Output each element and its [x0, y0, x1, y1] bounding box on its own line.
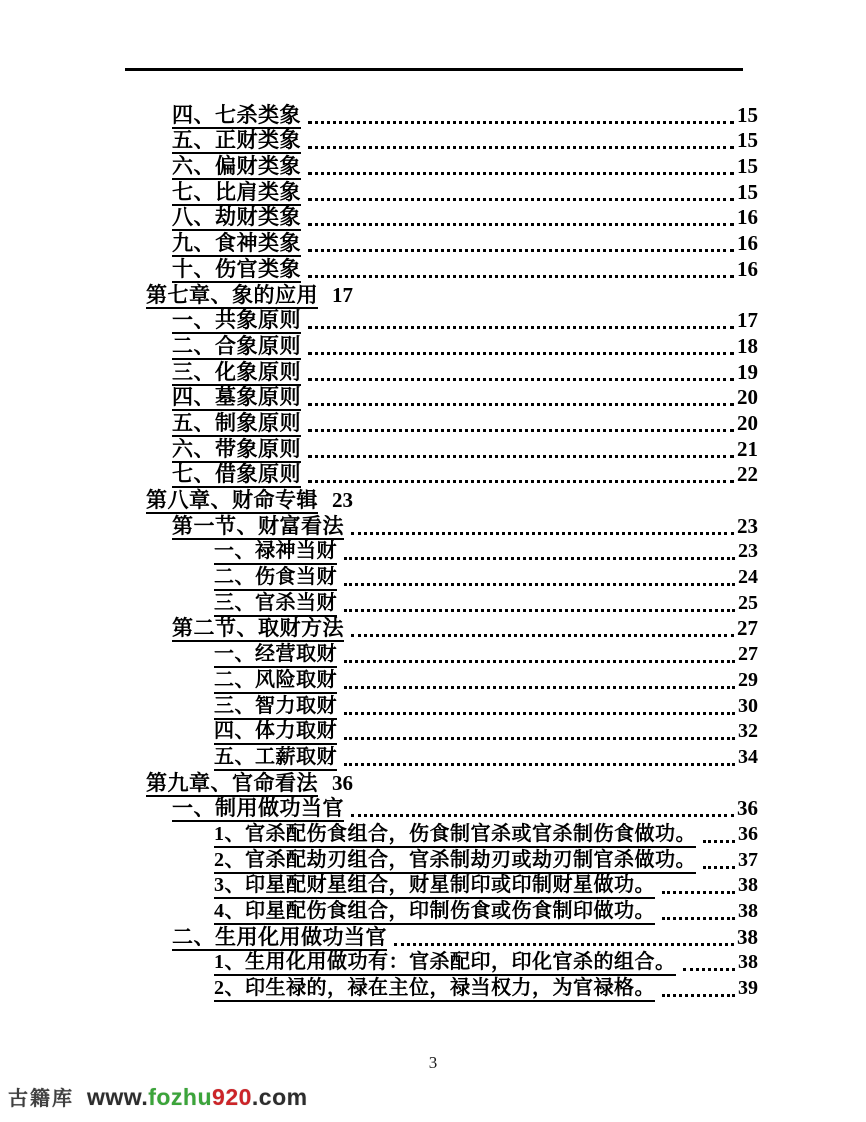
dotted-leader: [683, 968, 736, 971]
dotted-leader: [308, 455, 734, 458]
toc-entry-page: 30: [738, 694, 758, 717]
toc-entry-page: 16: [737, 205, 758, 230]
toc-entry[interactable]: [146, 180, 758, 206]
toc-entry[interactable]: [146, 360, 758, 386]
dotted-leader: [351, 814, 734, 817]
toc-entry[interactable]: [146, 976, 758, 1002]
toc-entry-page: 38: [738, 874, 758, 897]
dotted-leader: [308, 249, 734, 252]
toc-entry-label: 九、食神类象: [172, 231, 301, 256]
toc-entry-label: 一、经营取财: [214, 643, 337, 668]
table-of-contents: [146, 103, 758, 1002]
toc-entry-label: 五、正财类象: [172, 128, 301, 153]
toc-entry[interactable]: [146, 822, 758, 848]
toc-entry-page: 21: [737, 436, 758, 461]
toc-entry-page: 39: [738, 977, 758, 1000]
toc-chapter-entry[interactable]: [146, 283, 758, 309]
toc-entry-label: 第八章、财命专辑: [146, 488, 318, 512]
toc-entry-label: 三、化象原则: [172, 359, 301, 384]
watermark-url-www: www.: [87, 1084, 149, 1110]
dotted-leader: [662, 994, 735, 997]
dotted-leader: [344, 712, 735, 715]
toc-entry-page: 36: [737, 796, 758, 821]
dotted-leader: [344, 557, 735, 560]
dotted-leader: [662, 891, 735, 894]
dotted-leader: [308, 275, 734, 278]
toc-entry[interactable]: [146, 745, 758, 771]
watermark-url-suffix: .com: [251, 1084, 308, 1110]
toc-entry-page: 16: [737, 231, 758, 256]
toc-entry-page: 25: [738, 591, 758, 614]
toc-entry-page: 17: [737, 308, 758, 333]
dotted-leader: [308, 172, 734, 175]
dotted-leader: [703, 866, 735, 869]
toc-entry-label: 十、伤官类象: [172, 256, 301, 281]
footer-page-number: 3: [428, 1053, 438, 1072]
toc-entry-label: 五、制象原则: [172, 410, 301, 435]
toc-entry-label: 4、印星配伤食组合，印制伤食或伤食制印做功。: [214, 900, 655, 925]
toc-entry[interactable]: [146, 925, 758, 951]
toc-entry[interactable]: [146, 463, 758, 489]
header-rule: [125, 68, 743, 71]
toc-entry[interactable]: [146, 591, 758, 617]
toc-entry-page: 22: [737, 462, 758, 487]
dotted-leader: [308, 378, 734, 381]
toc-entry-label: 一、制用做功当官: [172, 796, 344, 821]
toc-entry[interactable]: [146, 129, 758, 155]
toc-entry-label: 四、墓象原则: [172, 385, 301, 410]
toc-entry-page: 27: [737, 616, 758, 641]
dotted-leader: [351, 532, 734, 535]
toc-entry-label: 2、官杀配劫刃组合，官杀制劫刃或劫刃制官杀做功。: [214, 849, 696, 874]
toc-entry-page: 15: [737, 154, 758, 179]
toc-chapter-entry[interactable]: [146, 771, 758, 797]
dotted-leader: [344, 609, 735, 612]
watermark-site-name: 古籍库: [8, 1088, 74, 1110]
dotted-leader: [308, 146, 734, 149]
dotted-leader: [308, 352, 734, 355]
toc-entry-page: 16: [737, 256, 758, 281]
toc-entry-page: 23: [737, 513, 758, 538]
toc-entry[interactable]: [146, 334, 758, 360]
toc-entry[interactable]: [146, 411, 758, 437]
toc-entry[interactable]: [146, 848, 758, 874]
toc-entry[interactable]: [146, 565, 758, 591]
toc-entry-page: 23: [738, 540, 758, 563]
toc-entry[interactable]: [146, 642, 758, 668]
toc-entry-page: 38: [738, 951, 758, 974]
toc-entry-label: 第二节、取财方法: [172, 616, 344, 641]
toc-entry-page: 34: [738, 745, 758, 768]
toc-entry-label: 八、劫财类象: [172, 205, 301, 230]
toc-entry-page: 15: [737, 128, 758, 153]
toc-entry-label: 四、体力取财: [214, 720, 337, 745]
toc-entry[interactable]: [146, 797, 758, 823]
toc-entry-page: 15: [737, 179, 758, 204]
dotted-leader: [344, 583, 735, 586]
toc-entry-page: 18: [737, 333, 758, 358]
toc-entry[interactable]: [146, 257, 758, 283]
toc-entry-label: 六、带象原则: [172, 436, 301, 461]
watermark-url-green: fozhu: [148, 1084, 213, 1110]
toc-entry-label: 二、伤食当财: [214, 566, 337, 591]
dotted-leader: [308, 429, 734, 432]
toc-entry-page: 24: [738, 566, 758, 589]
dotted-leader: [662, 917, 735, 920]
toc-entry[interactable]: [146, 103, 758, 129]
toc-chapter-entry[interactable]: [146, 488, 758, 514]
toc-entry[interactable]: [146, 720, 758, 746]
toc-entry-page: 20: [737, 410, 758, 435]
toc-entry-label: 1、生用化用做功有：官杀配印，印化官杀的组合。: [214, 951, 676, 976]
toc-entry-label: 第七章、象的应用: [146, 282, 318, 307]
toc-entry[interactable]: [146, 668, 758, 694]
toc-entry[interactable]: [146, 231, 758, 257]
toc-entry-label: 五、工薪取财: [214, 746, 337, 771]
toc-entry-label: 三、智力取财: [214, 695, 337, 720]
toc-entry-label: 二、合象原则: [172, 333, 301, 358]
toc-entry-page: 36: [738, 822, 758, 845]
dotted-leader: [308, 403, 734, 406]
toc-entry[interactable]: [146, 309, 758, 335]
toc-entry-page: 17: [332, 282, 353, 307]
dotted-leader: [703, 840, 735, 843]
toc-entry-page: 15: [737, 102, 758, 127]
dotted-leader: [351, 634, 734, 637]
toc-entry-label: 2、印生禄的，禄在主位，禄当权力，为官禄格。: [214, 977, 655, 1002]
toc-entry-page: 27: [738, 643, 758, 666]
toc-entry-page: 32: [738, 720, 758, 743]
toc-entry-label: 七、借象原则: [172, 462, 301, 487]
toc-entry-page: 23: [332, 488, 353, 512]
toc-entry-label: 七、比肩类象: [172, 179, 301, 204]
toc-entry[interactable]: [146, 540, 758, 566]
toc-entry-page: 20: [737, 385, 758, 410]
dotted-leader: [308, 121, 734, 124]
toc-entry-page: 37: [738, 848, 758, 871]
toc-entry[interactable]: [146, 951, 758, 977]
toc-entry[interactable]: [146, 437, 758, 463]
toc-entry-label: 一、共象原则: [172, 308, 301, 333]
dotted-leader: [308, 480, 734, 483]
toc-entry[interactable]: [146, 386, 758, 412]
toc-entry-label: 三、官杀当财: [214, 592, 337, 617]
toc-entry[interactable]: [146, 514, 758, 540]
toc-entry-page: 36: [332, 770, 353, 795]
toc-entry-label: 二、生用化用做功当官: [172, 924, 387, 949]
toc-entry-label: 一、禄神当财: [214, 540, 337, 565]
toc-entry[interactable]: [146, 154, 758, 180]
toc-entry[interactable]: [146, 694, 758, 720]
toc-entry-label: 第九章、官命看法: [146, 770, 318, 795]
dotted-leader: [344, 763, 735, 766]
dotted-leader: [344, 660, 735, 663]
toc-entry-label: 四、七杀类象: [172, 102, 301, 127]
toc-entry-label: 第一节、财富看法: [172, 513, 344, 538]
toc-entry[interactable]: [146, 617, 758, 643]
toc-entry-label: 二、风险取财: [214, 669, 337, 694]
watermark: [8, 1082, 308, 1111]
dotted-leader: [308, 198, 734, 201]
toc-entry[interactable]: [146, 206, 758, 232]
dotted-leader: [344, 686, 735, 689]
toc-entry[interactable]: [146, 874, 758, 900]
toc-entry-label: 六、偏财类象: [172, 154, 301, 179]
toc-entry-page: 29: [738, 668, 758, 691]
watermark-url-red: 920: [212, 1084, 252, 1110]
toc-entry-page: 19: [737, 359, 758, 384]
dotted-leader: [344, 737, 735, 740]
dotted-leader: [308, 326, 734, 329]
toc-entry-page: 38: [738, 900, 758, 922]
toc-entry-label: 3、印星配财星组合，财星制印或印制财星做功。: [214, 874, 655, 899]
toc-entry[interactable]: [146, 899, 758, 925]
toc-entry-label: 1、官杀配伤食组合，伤食制官杀或官杀制伤食做功。: [214, 823, 696, 848]
dotted-leader: [394, 943, 734, 946]
dotted-leader: [308, 223, 734, 226]
toc-entry-page: 38: [737, 924, 758, 949]
